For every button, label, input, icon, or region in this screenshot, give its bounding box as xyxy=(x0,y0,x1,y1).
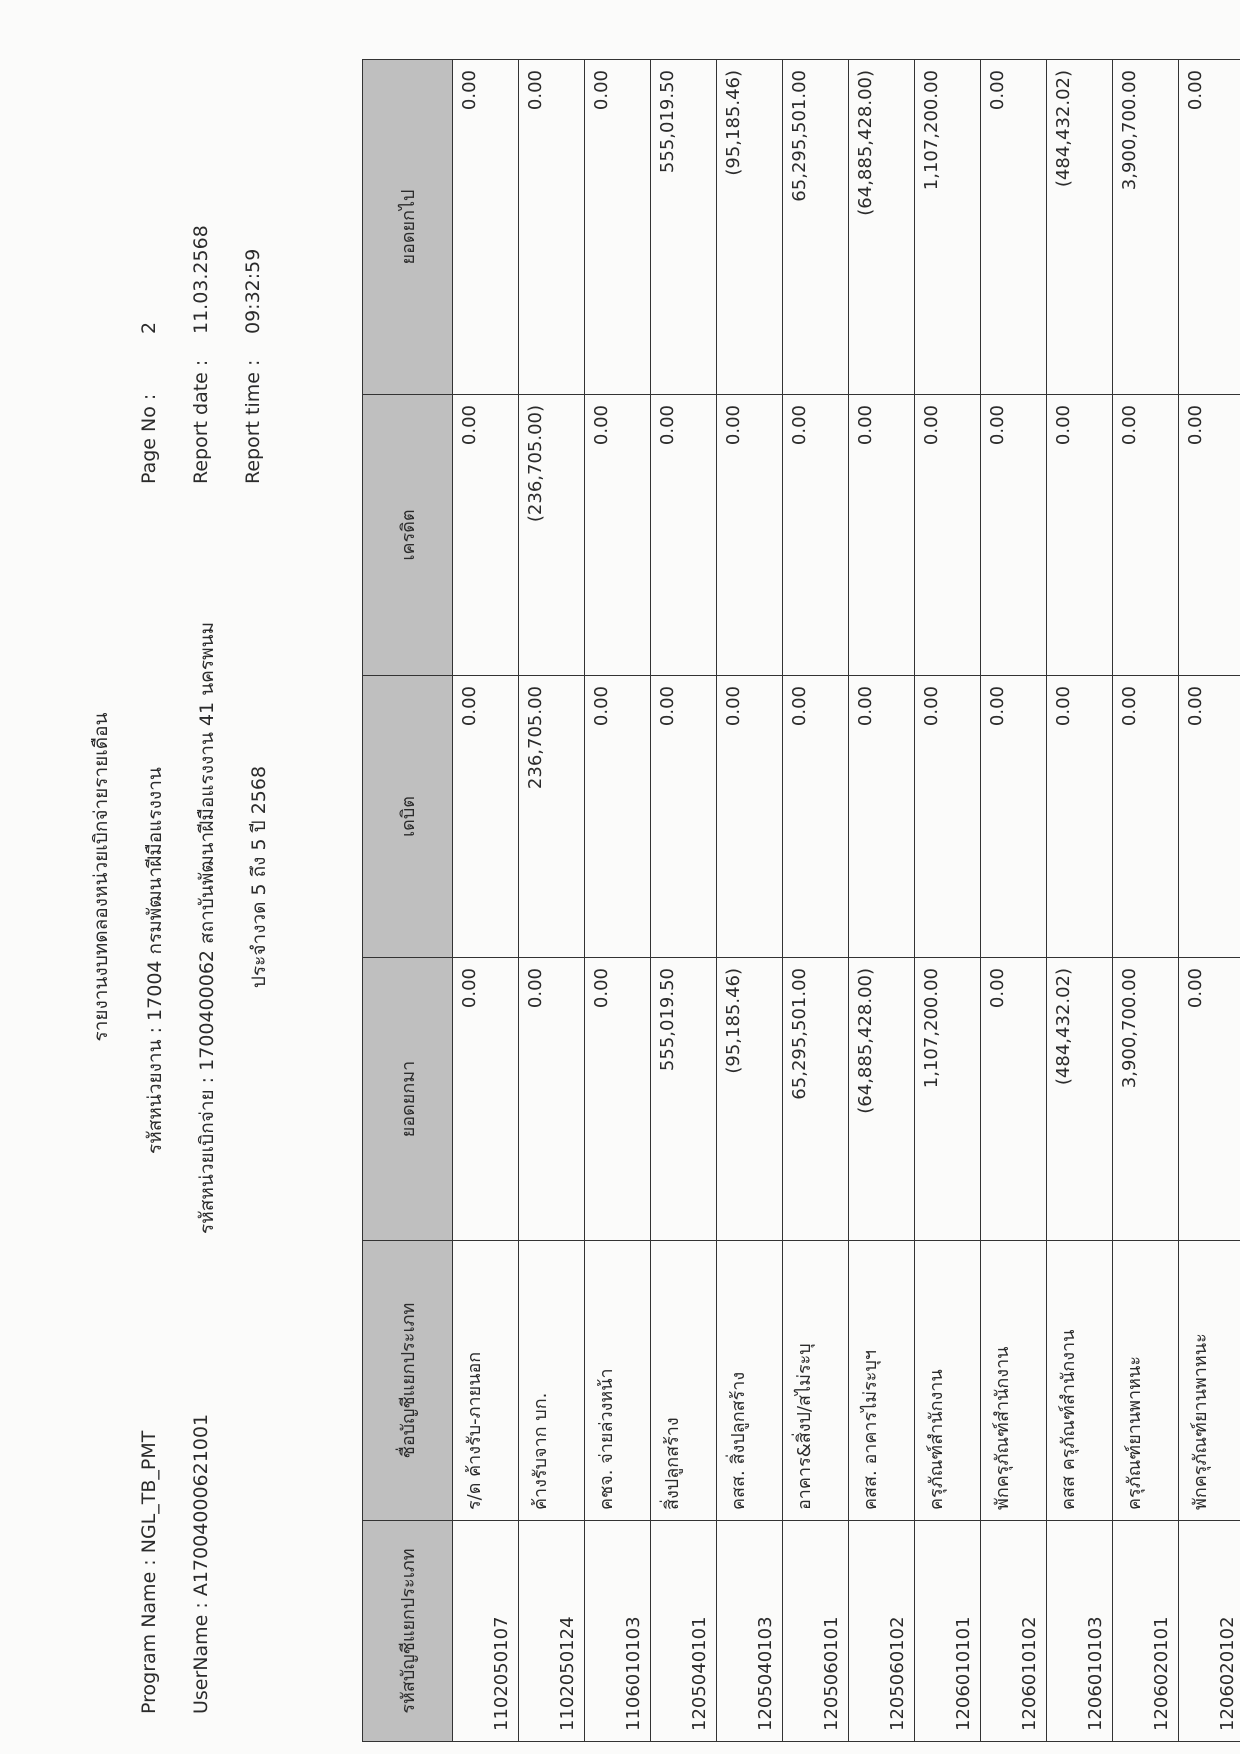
page-no-label: Page No : xyxy=(138,393,160,484)
credit-cell: 0.00 xyxy=(783,395,849,676)
agency-line: รหัสหน่วยงาน : 17004 กรมพัฒนาฝีมือแรงงาน xyxy=(144,767,166,1154)
debit-cell: 0.00 xyxy=(849,676,915,958)
brought-forward-cell: 0.00 xyxy=(519,958,585,1241)
header-debit: เดบิต xyxy=(363,676,453,958)
debit-cell: 0.00 xyxy=(453,676,519,958)
credit-cell: 0.00 xyxy=(849,395,915,676)
debit-cell: 0.00 xyxy=(585,676,651,958)
account-code-cell: 1206020102 xyxy=(1179,1521,1240,1742)
report-time-label: Report time : xyxy=(242,359,264,484)
debit-cell: 0.00 xyxy=(717,676,783,958)
credit-cell: 0.00 xyxy=(981,395,1047,676)
table-row xyxy=(651,60,717,1742)
report-time-value: 09:32:59 xyxy=(242,248,264,334)
table-row xyxy=(1179,60,1240,1742)
account-name-cell: ครุภัณฑ์ยานพาหนะ xyxy=(1113,1241,1179,1521)
credit-cell: 0.00 xyxy=(717,395,783,676)
debit-cell: 0.00 xyxy=(915,676,981,958)
header-account-name: ชื่อบัญชีแยกประเภท xyxy=(363,1241,453,1521)
carried-forward-cell: 0.00 xyxy=(585,60,651,395)
account-code-cell: 1205040101 xyxy=(651,1521,717,1742)
brought-forward-cell: 3,900,700.00 xyxy=(1113,958,1179,1241)
table-row xyxy=(585,60,651,1742)
header-brought-forward: ยอดยกมา xyxy=(363,958,453,1241)
carried-forward-cell: 0.00 xyxy=(981,60,1047,395)
account-code-cell: 1206010101 xyxy=(915,1521,981,1742)
debit-cell: 0.00 xyxy=(981,676,1047,958)
account-code-cell: 1205040103 xyxy=(717,1521,783,1742)
table-row xyxy=(849,60,915,1742)
debit-cell: 236,705.00 xyxy=(519,676,585,958)
report-date-value: 11.03.2568 xyxy=(190,225,212,334)
report-date-label: Report date : xyxy=(190,359,212,484)
table-header-row xyxy=(363,60,453,1742)
brought-forward-cell: 65,295,501.00 xyxy=(783,958,849,1241)
account-code-cell: 1205060101 xyxy=(783,1521,849,1742)
account-code-cell: 1206010102 xyxy=(981,1521,1047,1742)
debit-cell: 0.00 xyxy=(1179,676,1240,958)
account-name-cell: คสส. อาคารไม่ระบุฯ xyxy=(849,1241,915,1521)
header-account-code: รหัสบัญชีแยกประเภท xyxy=(363,1521,453,1742)
credit-cell: 0.00 xyxy=(453,395,519,676)
carried-forward-cell: 555,019.50 xyxy=(651,60,717,395)
brought-forward-cell: 555,019.50 xyxy=(651,958,717,1241)
header-carried-forward: ยอดยกไป xyxy=(363,60,453,395)
credit-cell: 0.00 xyxy=(1047,395,1113,676)
credit-cell: (236,705.00) xyxy=(519,395,585,676)
page-no-value: 2 xyxy=(138,321,160,334)
program-name: Program Name : NGL_TB_PMT xyxy=(138,1430,160,1714)
account-name-cell: พักครุภัณฑ์ยานพาหนะ xyxy=(1179,1241,1240,1521)
brought-forward-cell: 1,107,200.00 xyxy=(915,958,981,1241)
account-code-cell: 1102050107 xyxy=(453,1521,519,1742)
brought-forward-cell: (95,185.46) xyxy=(717,958,783,1241)
table-row xyxy=(981,60,1047,1742)
table-row xyxy=(1113,60,1179,1742)
account-name-cell: อาคาร&สิ่งป/สไม่ระบุ xyxy=(783,1241,849,1521)
page-number xyxy=(138,322,160,484)
account-code-cell: 1102050124 xyxy=(519,1521,585,1742)
report-title: รายงานงบทดลองหน่วยเบิกจ่ายรายเดือน xyxy=(90,712,112,1042)
account-code-cell: 1106010103 xyxy=(585,1521,651,1742)
credit-cell: 0.00 xyxy=(651,395,717,676)
debit-cell: 0.00 xyxy=(783,676,849,958)
carried-forward-cell: 1,107,200.00 xyxy=(915,60,981,395)
table-body xyxy=(453,60,1240,1742)
table-row xyxy=(717,60,783,1742)
account-name-cell: ค้างรับจาก บก. xyxy=(519,1241,585,1521)
account-name-cell: คสส. สิ่งปลูกสร้าง xyxy=(717,1241,783,1521)
account-name-cell: สิ่งปลูกสร้าง xyxy=(651,1241,717,1521)
carried-forward-cell: 0.00 xyxy=(453,60,519,395)
credit-cell: 0.00 xyxy=(585,395,651,676)
report-date xyxy=(190,225,212,484)
table-row xyxy=(453,60,519,1742)
period-line: ประจำงวด 5 ถึง 5 ปี 2568 xyxy=(248,765,270,989)
debit-cell: 0.00 xyxy=(1047,676,1113,958)
credit-cell: 0.00 xyxy=(915,395,981,676)
credit-cell: 0.00 xyxy=(1113,395,1179,676)
brought-forward-cell: 0.00 xyxy=(1179,958,1240,1241)
carried-forward-cell: 3,900,700.00 xyxy=(1113,60,1179,395)
trial-balance-table xyxy=(362,59,1240,1742)
report-time xyxy=(242,249,264,484)
debit-cell: 0.00 xyxy=(1113,676,1179,958)
carried-forward-cell: 65,295,501.00 xyxy=(783,60,849,395)
brought-forward-cell: 0.00 xyxy=(453,958,519,1241)
table-row xyxy=(1047,60,1113,1742)
account-code-cell: 1206020101 xyxy=(1113,1521,1179,1742)
account-name-cell: ร/ด ค้างรับ-ภายนอก xyxy=(453,1241,519,1521)
account-code-cell: 1206010103 xyxy=(1047,1521,1113,1742)
brought-forward-cell: 0.00 xyxy=(981,958,1047,1241)
account-name-cell: คชจ. จ่ายล่วงหน้า xyxy=(585,1241,651,1521)
carried-forward-cell: (484,432.02) xyxy=(1047,60,1113,395)
carried-forward-cell: 0.00 xyxy=(1179,60,1240,395)
account-name-cell: พักครุภัณฑ์สำนักงาน xyxy=(981,1241,1047,1521)
brought-forward-cell: (64,885,428.00) xyxy=(849,958,915,1241)
table-row xyxy=(519,60,585,1742)
credit-cell: 0.00 xyxy=(1179,395,1240,676)
user-name: UserName : A17004000621001 xyxy=(190,1413,212,1714)
table-row xyxy=(783,60,849,1742)
debit-cell: 0.00 xyxy=(651,676,717,958)
account-name-cell: คสส ครุภัณฑ์สำนักงาน xyxy=(1047,1241,1113,1521)
account-code-cell: 1205060102 xyxy=(849,1521,915,1742)
brought-forward-cell: (484,432.02) xyxy=(1047,958,1113,1241)
brought-forward-cell: 0.00 xyxy=(585,958,651,1241)
carried-forward-cell: (95,185.46) xyxy=(717,60,783,395)
disbursing-unit-line: รหัสหน่วยเบิกจ่าย : 1700400062 สถาบันพัฒนาฝีมือแรงงาน 41 นครพนม xyxy=(196,621,218,1234)
header-credit: เครดิต xyxy=(363,395,453,676)
account-name-cell: ครุภัณฑ์สำนักงาน xyxy=(915,1241,981,1521)
table-row xyxy=(915,60,981,1742)
carried-forward-cell: 0.00 xyxy=(519,60,585,395)
carried-forward-cell: (64,885,428.00) xyxy=(849,60,915,395)
